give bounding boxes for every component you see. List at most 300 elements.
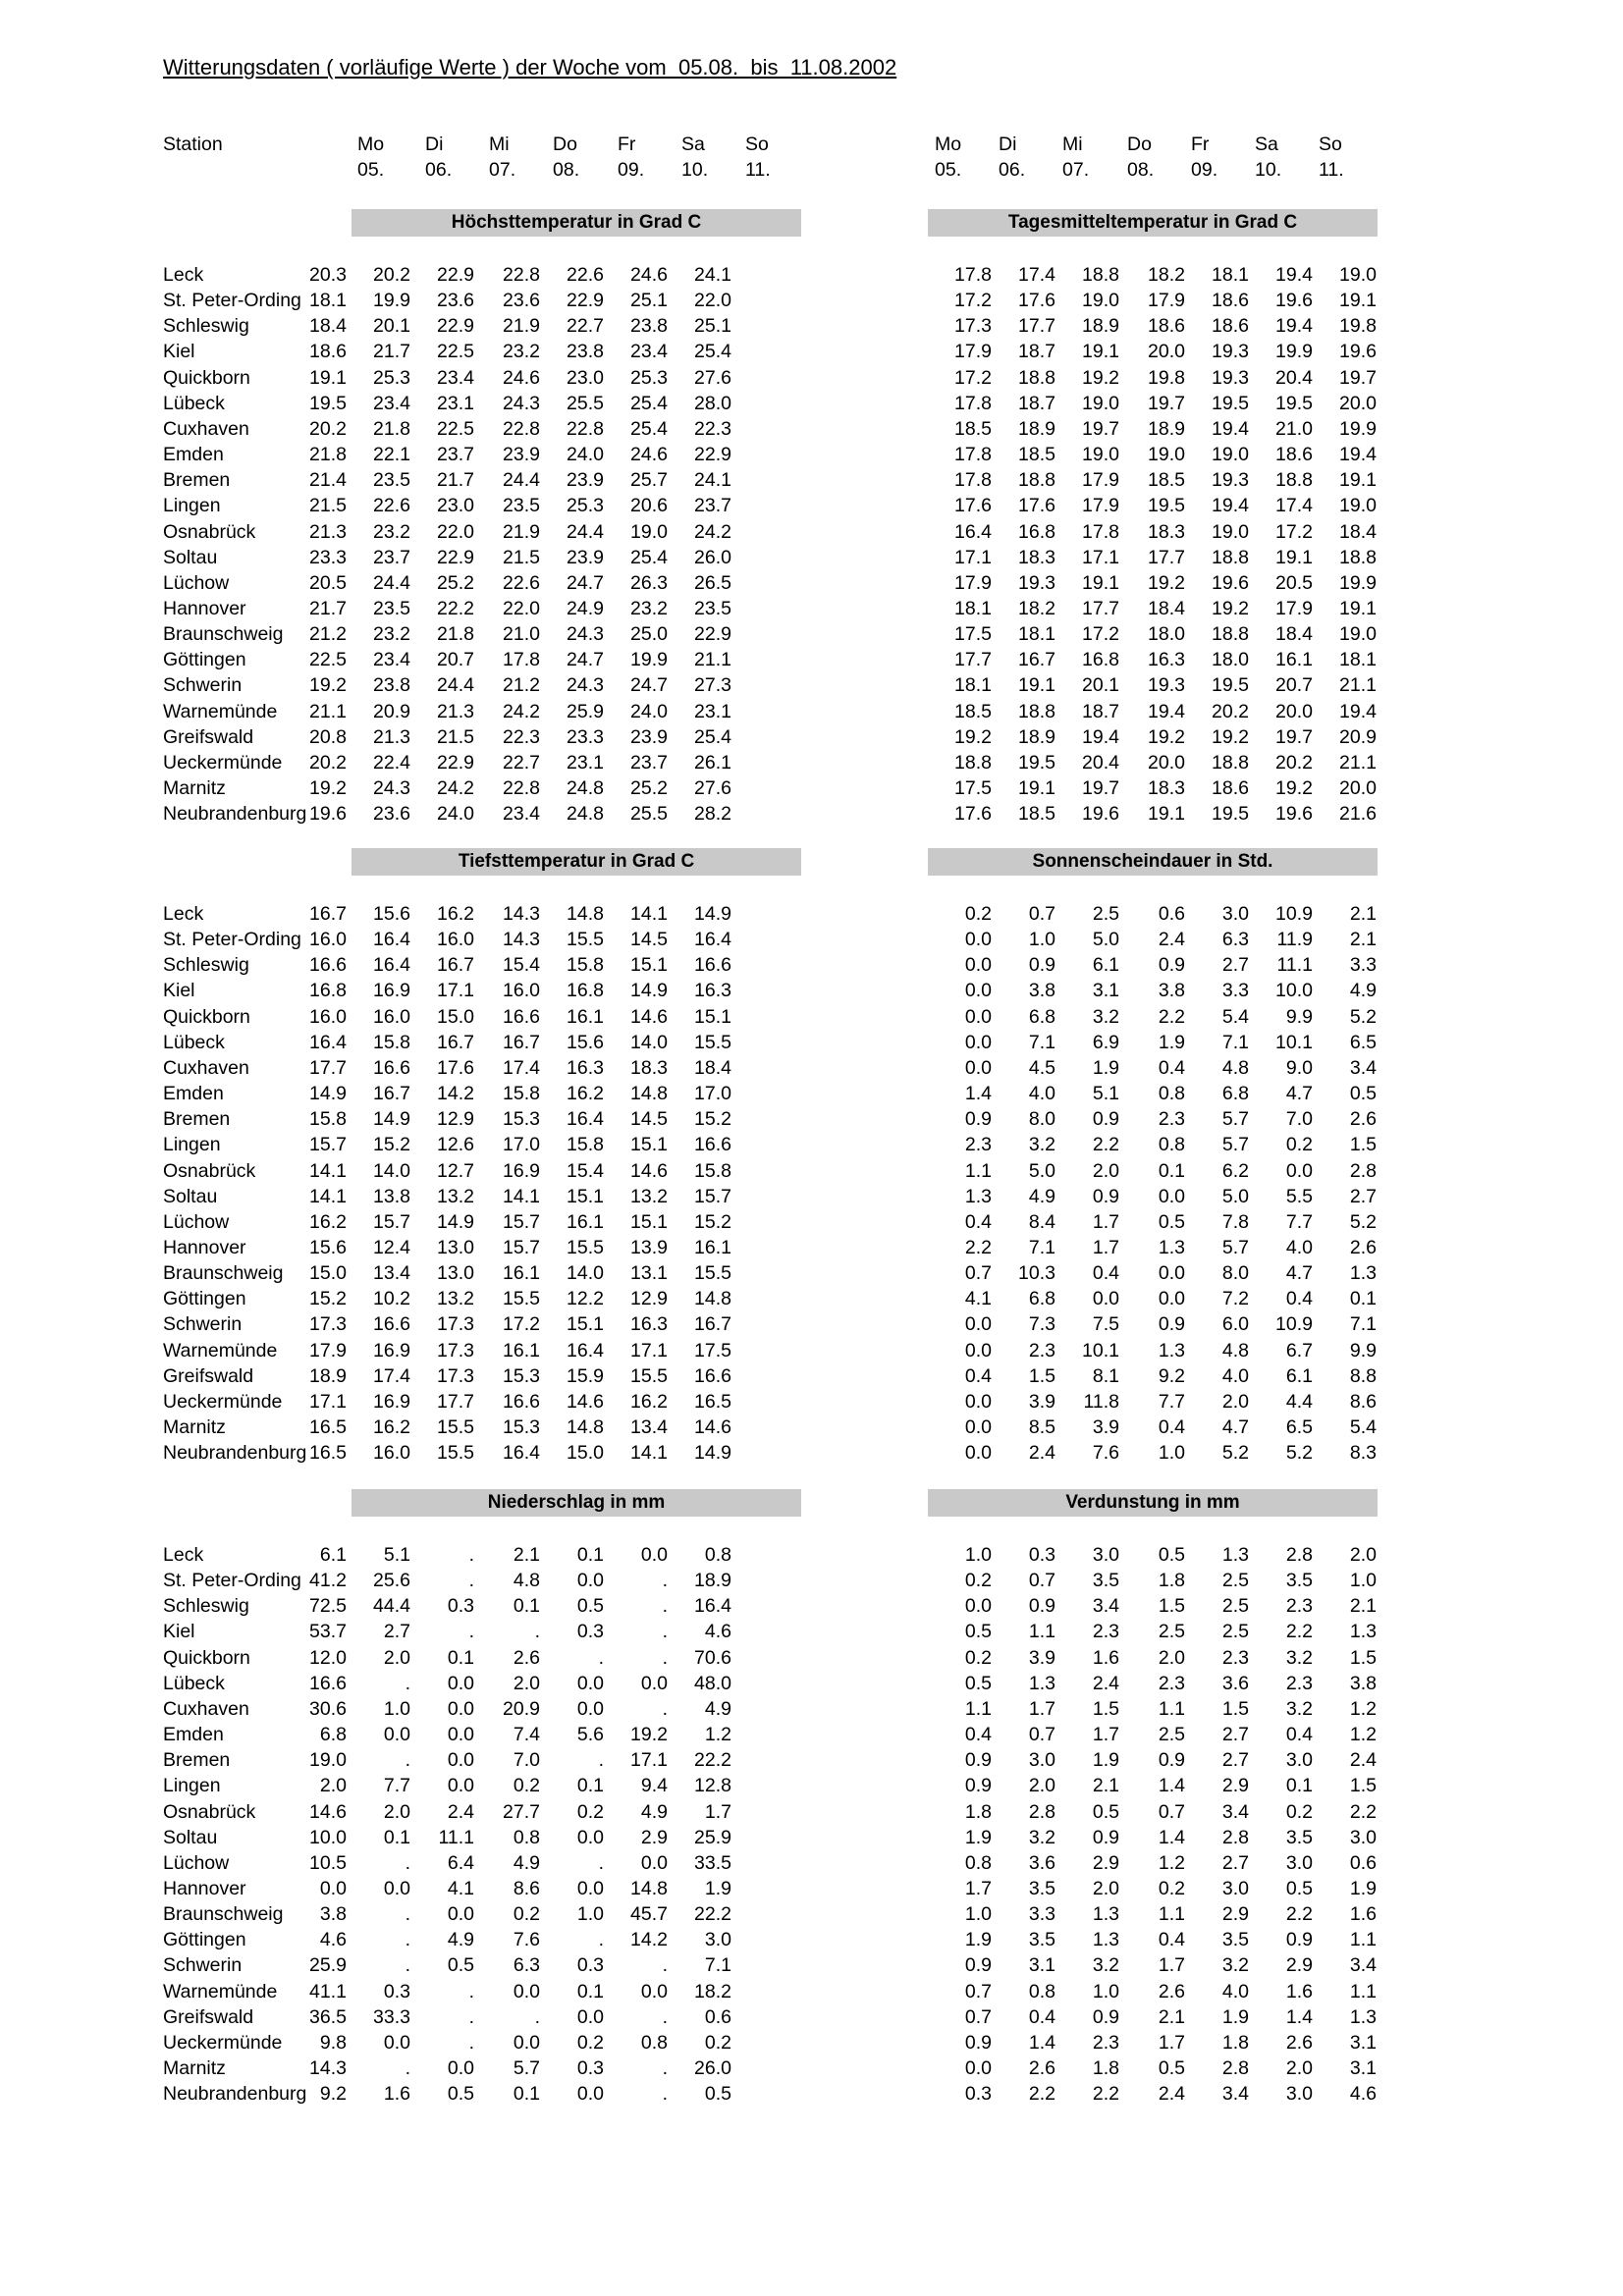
value-cell: 0.8	[640, 2031, 668, 2054]
value-cell: 2.6	[1285, 2031, 1313, 2054]
value-cell: 6.7	[1285, 1339, 1313, 1362]
value-cell: 19.5	[309, 392, 347, 414]
table-row	[0, 1542, 1623, 1568]
value-cell: 0.0	[640, 1851, 668, 1874]
value-cell: 3.2	[1092, 1954, 1119, 1977]
value-cell: 4.1	[964, 1288, 992, 1310]
value-cell: 19.5	[1148, 495, 1185, 517]
table-row	[0, 1030, 1623, 1055]
value-cell: 2.3	[1221, 1646, 1249, 1669]
value-cell: 25.4	[630, 417, 668, 440]
value-cell: 2.7	[383, 1621, 410, 1643]
value-cell: 2.0	[383, 1800, 410, 1823]
value-cell: .	[468, 1570, 474, 1592]
value-cell: 53.7	[309, 1621, 347, 1643]
value-cell: 6.1	[1092, 954, 1119, 977]
value-cell: 0.2	[513, 1775, 540, 1797]
date-header-right: 09.	[1191, 159, 1218, 181]
value-cell: 2.7	[1221, 1749, 1249, 1772]
value-cell: 22.6	[567, 264, 604, 286]
value-cell: 21.5	[437, 725, 474, 748]
value-cell: 16.4	[694, 1595, 731, 1618]
value-cell: 15.3	[503, 1364, 540, 1387]
value-cell: 1.5	[1349, 1775, 1377, 1797]
value-cell: 15.3	[503, 1416, 540, 1438]
value-cell: 3.8	[319, 1903, 347, 1926]
table-row	[0, 1004, 1623, 1030]
value-cell: 13.4	[373, 1262, 410, 1285]
value-cell: 21.3	[309, 520, 347, 543]
value-cell: 17.1	[437, 980, 474, 1002]
value-cell: 0.3	[576, 1954, 604, 1977]
value-cell: 0.9	[964, 1954, 992, 1977]
station-name: Emden	[163, 1724, 224, 1746]
value-cell: 2.0	[383, 1646, 410, 1669]
value-cell: 1.6	[383, 2083, 410, 2106]
value-cell: 0.0	[1158, 1262, 1185, 1285]
station-name: St. Peter-Ording	[163, 1570, 301, 1592]
value-cell: 20.5	[1275, 571, 1313, 594]
value-cell: 14.0	[373, 1159, 410, 1182]
value-cell: 0.0	[383, 2031, 410, 2054]
value-cell: 0.0	[964, 1595, 992, 1618]
value-cell: 16.0	[309, 929, 347, 951]
day-header-left: Mo	[357, 133, 385, 155]
value-cell: .	[534, 1621, 540, 1643]
value-cell: 6.8	[1028, 1288, 1055, 1310]
value-cell: 4.9	[447, 1929, 474, 1951]
value-cell: 14.8	[567, 1416, 604, 1438]
value-cell: 3.2	[1028, 1826, 1055, 1848]
table-row	[0, 1876, 1623, 1901]
value-cell: 0.0	[447, 1749, 474, 1772]
value-cell: 1.5	[1158, 1595, 1185, 1618]
value-cell: 26.5	[694, 571, 731, 594]
value-cell: 1.8	[1158, 1570, 1185, 1592]
value-cell: 2.2	[1028, 2083, 1055, 2106]
value-cell: 14.1	[503, 1185, 540, 1207]
value-cell: 22.0	[503, 597, 540, 619]
value-cell: 1.0	[1092, 1980, 1119, 2002]
value-cell: 20.3	[309, 264, 347, 286]
value-cell: 3.0	[1221, 903, 1249, 925]
value-cell: 19.4	[1339, 700, 1377, 722]
value-cell: 20.4	[1082, 751, 1119, 774]
value-cell: 45.7	[630, 1903, 668, 1926]
value-cell: 5.2	[1349, 1005, 1377, 1028]
value-cell: 0.0	[640, 1672, 668, 1694]
value-cell: 1.9	[964, 1929, 992, 1951]
station-name: Marnitz	[163, 777, 226, 799]
value-cell: 0.1	[576, 1544, 604, 1566]
value-cell: 4.0	[1221, 1364, 1249, 1387]
value-cell: 0.0	[513, 1980, 540, 2002]
value-cell: 14.6	[309, 1800, 347, 1823]
value-cell: 15.3	[503, 1108, 540, 1131]
page-title: Witterungsdaten ( vorläufige Werte ) der Woche vom 05.08. bis 11.08.2002	[163, 55, 897, 80]
value-cell: 19.5	[1275, 392, 1313, 414]
station-name: Neubrandenburg	[163, 2083, 307, 2106]
date-header-left: 10.	[681, 159, 709, 181]
value-cell: 25.9	[309, 1954, 347, 1977]
value-cell: 23.1	[567, 751, 604, 774]
value-cell: 23.8	[567, 341, 604, 363]
value-cell: 2.5	[1221, 1621, 1249, 1643]
value-cell: 1.3	[1221, 1544, 1249, 1566]
station-name: Hannover	[163, 597, 246, 619]
value-cell: .	[662, 1954, 668, 1977]
value-cell: 0.6	[1349, 1851, 1377, 1874]
value-cell: 1.4	[1285, 2005, 1313, 2028]
value-cell: 12.2	[567, 1288, 604, 1310]
value-cell: 10.1	[1082, 1339, 1119, 1362]
value-cell: 11.1	[438, 1826, 474, 1848]
value-cell: 11.1	[1276, 954, 1313, 977]
value-cell: 19.9	[630, 649, 668, 671]
value-cell: 23.4	[373, 649, 410, 671]
value-cell: 18.8	[1018, 366, 1055, 389]
value-cell: 22.2	[437, 597, 474, 619]
value-cell: 0.1	[576, 1980, 604, 2002]
value-cell: 0.0	[964, 1339, 992, 1362]
value-cell: 17.6	[1018, 290, 1055, 312]
value-cell: 3.0	[1349, 1826, 1377, 1848]
value-cell: 6.1	[1285, 1364, 1313, 1387]
value-cell: 2.3	[1028, 1339, 1055, 1362]
value-cell: 0.5	[1349, 1083, 1377, 1105]
value-cell: 0.2	[1285, 1134, 1313, 1156]
value-cell: 19.7	[1082, 777, 1119, 799]
station-name: Lingen	[163, 1775, 221, 1797]
value-cell: 0.0	[576, 1826, 604, 1848]
value-cell: 23.4	[630, 341, 668, 363]
value-cell: 15.7	[309, 1134, 347, 1156]
value-cell: 1.0	[383, 1697, 410, 1720]
value-cell: 0.4	[1285, 1724, 1313, 1746]
value-cell: 21.9	[503, 520, 540, 543]
value-cell: 0.9	[1285, 1929, 1313, 1951]
value-cell: 15.0	[437, 1005, 474, 1028]
value-cell: 0.9	[1158, 954, 1185, 977]
value-cell: 0.0	[447, 1724, 474, 1746]
station-name: Göttingen	[163, 1929, 246, 1951]
value-cell: 3.5	[1028, 1929, 1055, 1951]
value-cell: 0.0	[447, 1697, 474, 1720]
value-cell: 14.1	[630, 1442, 668, 1465]
value-cell: 0.5	[1285, 1877, 1313, 1899]
table-row	[0, 596, 1623, 621]
table-row	[0, 2004, 1623, 2030]
station-name: Warnemünde	[163, 700, 278, 722]
value-cell: 15.4	[567, 1159, 604, 1182]
value-cell: 3.5	[1285, 1570, 1313, 1592]
value-cell: 0.0	[447, 1903, 474, 1926]
value-cell: 14.8	[567, 903, 604, 925]
table-row	[0, 442, 1623, 467]
value-cell: 14.9	[694, 1442, 731, 1465]
value-cell: 28.0	[694, 392, 731, 414]
date-header-right: 11.	[1319, 159, 1344, 181]
value-cell: 4.8	[1221, 1056, 1249, 1079]
value-cell: 15.5	[694, 1262, 731, 1285]
value-cell: 15.2	[309, 1288, 347, 1310]
value-cell: 18.1	[954, 597, 992, 619]
value-cell: 0.7	[1028, 1570, 1055, 1592]
value-cell: 10.3	[1018, 1262, 1055, 1285]
value-cell: 20.9	[503, 1697, 540, 1720]
value-cell: .	[662, 1570, 668, 1592]
value-cell: 2.0	[1221, 1390, 1249, 1413]
value-cell: 21.8	[373, 417, 410, 440]
value-cell: 14.8	[694, 1288, 731, 1310]
value-cell: 21.1	[694, 649, 731, 671]
station-name: Marnitz	[163, 1416, 226, 1438]
value-cell: 5.2	[1349, 1210, 1377, 1233]
value-cell: 2.3	[1285, 1672, 1313, 1694]
value-cell: 19.6	[1212, 571, 1249, 594]
value-cell: 12.7	[437, 1159, 474, 1182]
value-cell: 3.4	[1221, 2083, 1249, 2106]
value-cell: 15.2	[373, 1134, 410, 1156]
value-cell: 1.0	[964, 1544, 992, 1566]
value-cell: 12.9	[437, 1108, 474, 1131]
value-cell: 17.2	[1275, 520, 1313, 543]
value-cell: 0.4	[1158, 1416, 1185, 1438]
value-cell: 0.0	[383, 1724, 410, 1746]
value-cell: 0.5	[1158, 2057, 1185, 2079]
value-cell: 24.7	[567, 649, 604, 671]
value-cell: 23.9	[567, 546, 604, 568]
station-name: Osnabrück	[163, 1159, 256, 1182]
value-cell: 21.1	[309, 700, 347, 722]
value-cell: 18.8	[1275, 469, 1313, 492]
value-cell: 27.6	[694, 366, 731, 389]
table-row	[0, 1747, 1623, 1773]
value-cell: 16.8	[567, 980, 604, 1002]
station-name: Soltau	[163, 1185, 218, 1207]
value-cell: 25.4	[630, 392, 668, 414]
value-cell: 0.0	[964, 929, 992, 951]
value-cell: 23.4	[437, 366, 474, 389]
value-cell: 0.5	[576, 1595, 604, 1618]
value-cell: 13.8	[373, 1185, 410, 1207]
value-cell: 7.1	[1028, 1236, 1055, 1258]
value-cell: 0.7	[1028, 1724, 1055, 1746]
value-cell: 18.5	[1018, 803, 1055, 826]
value-cell: 12.8	[694, 1775, 731, 1797]
value-cell: 5.0	[1028, 1159, 1055, 1182]
value-cell: 4.0	[1028, 1083, 1055, 1105]
value-cell: 19.9	[1275, 341, 1313, 363]
value-cell: 15.9	[567, 1364, 604, 1387]
table-row	[0, 1235, 1623, 1260]
value-cell: 15.0	[567, 1442, 604, 1465]
value-cell: 22.7	[503, 751, 540, 774]
value-cell: 4.0	[1285, 1236, 1313, 1258]
value-cell: 17.1	[630, 1339, 668, 1362]
value-cell: 2.5	[1221, 1595, 1249, 1618]
value-cell: 24.7	[630, 674, 668, 697]
value-cell: 0.1	[1285, 1775, 1313, 1797]
value-cell: 0.5	[447, 2083, 474, 2106]
value-cell: 14.6	[630, 1005, 668, 1028]
value-cell: 21.8	[437, 623, 474, 646]
value-cell: 17.5	[954, 777, 992, 799]
value-cell: 1.2	[1349, 1697, 1377, 1720]
value-cell: 17.8	[503, 649, 540, 671]
value-cell: 2.9	[1285, 1954, 1313, 1977]
value-cell: 0.4	[1092, 1262, 1119, 1285]
value-cell: 18.7	[1018, 341, 1055, 363]
value-cell: 20.0	[1339, 392, 1377, 414]
value-cell: 17.3	[437, 1339, 474, 1362]
station-name: Osnabrück	[163, 1800, 256, 1823]
value-cell: 3.1	[1092, 980, 1119, 1002]
value-cell: 1.3	[1092, 1929, 1119, 1951]
value-cell: 0.5	[964, 1672, 992, 1694]
table-row	[0, 1209, 1623, 1235]
value-cell: 22.2	[694, 1749, 731, 1772]
value-cell: 18.3	[1148, 520, 1185, 543]
value-cell: 18.8	[1082, 264, 1119, 286]
value-cell: 14.6	[567, 1390, 604, 1413]
table-row	[0, 570, 1623, 596]
value-cell: 16.5	[694, 1390, 731, 1413]
value-cell: 21.1	[1339, 674, 1377, 697]
value-cell: 18.5	[1148, 469, 1185, 492]
value-cell: 0.0	[1158, 1288, 1185, 1310]
value-cell: 3.0	[704, 1929, 731, 1951]
value-cell: 14.1	[309, 1185, 347, 1207]
value-cell: 16.7	[437, 954, 474, 977]
value-cell: 23.6	[437, 290, 474, 312]
value-cell: 10.2	[373, 1288, 410, 1310]
value-cell: 4.1	[447, 1877, 474, 1899]
value-cell: 4.9	[513, 1851, 540, 1874]
value-cell: 16.8	[309, 980, 347, 1002]
day-header-left: Sa	[681, 133, 705, 155]
value-cell: 0.2	[1158, 1877, 1185, 1899]
section-title-left: Niederschlag in mm	[352, 1489, 801, 1517]
value-cell: 19.8	[1148, 366, 1185, 389]
value-cell: 5.4	[1221, 1005, 1249, 1028]
value-cell: 3.0	[1028, 1749, 1055, 1772]
value-cell: 2.3	[1158, 1672, 1185, 1694]
value-cell: 1.2	[704, 1724, 731, 1746]
value-cell: 19.4	[1212, 495, 1249, 517]
value-cell: 3.9	[1028, 1646, 1055, 1669]
value-cell: 22.4	[373, 751, 410, 774]
day-header-right: Di	[999, 133, 1017, 155]
value-cell: 3.2	[1285, 1646, 1313, 1669]
value-cell: 18.9	[1018, 417, 1055, 440]
value-cell: 22.7	[567, 315, 604, 338]
value-cell: 5.6	[576, 1724, 604, 1746]
table-row	[0, 2030, 1623, 2056]
value-cell: 0.2	[964, 1646, 992, 1669]
value-cell: 0.0	[964, 1313, 992, 1336]
value-cell: 25.0	[630, 623, 668, 646]
value-cell: 18.6	[1212, 290, 1249, 312]
table-row	[0, 313, 1623, 339]
value-cell: 15.5	[694, 1031, 731, 1053]
value-cell: 19.3	[1212, 341, 1249, 363]
value-cell: 17.8	[954, 444, 992, 466]
value-cell: 16.3	[567, 1056, 604, 1079]
value-cell: 19.1	[1339, 469, 1377, 492]
value-cell: 1.1	[1349, 1929, 1377, 1951]
value-cell: 19.5	[1018, 751, 1055, 774]
value-cell: 17.2	[954, 290, 992, 312]
value-cell: 3.1	[1028, 1954, 1055, 1977]
value-cell: 1.4	[1158, 1826, 1185, 1848]
value-cell: 19.0	[1082, 444, 1119, 466]
value-cell: 14.5	[630, 1108, 668, 1131]
value-cell: 15.8	[503, 1083, 540, 1105]
table-row	[0, 339, 1623, 364]
station-name: Greifswald	[163, 1364, 254, 1387]
value-cell: 3.4	[1221, 1800, 1249, 1823]
value-cell: 17.0	[694, 1083, 731, 1105]
station-name: Göttingen	[163, 1288, 246, 1310]
value-cell: 3.2	[1092, 1005, 1119, 1028]
value-cell: 15.8	[694, 1159, 731, 1182]
value-cell: 19.1	[1339, 290, 1377, 312]
value-cell: 6.1	[319, 1544, 347, 1566]
value-cell: 14.5	[630, 929, 668, 951]
value-cell: 0.9	[964, 2031, 992, 2054]
value-cell: 4.7	[1221, 1416, 1249, 1438]
value-cell: 22.8	[567, 417, 604, 440]
table-row	[0, 952, 1623, 978]
value-cell: 3.8	[1349, 1672, 1377, 1694]
value-cell: 1.3	[1158, 1236, 1185, 1258]
value-cell: 19.0	[1339, 623, 1377, 646]
value-cell: 1.2	[1349, 1724, 1377, 1746]
value-cell: 3.2	[1285, 1697, 1313, 1720]
value-cell: 19.9	[1339, 417, 1377, 440]
value-cell: 1.9	[1092, 1056, 1119, 1079]
value-cell: 5.1	[383, 1544, 410, 1566]
value-cell: 3.9	[1028, 1390, 1055, 1413]
value-cell: 0.9	[1028, 954, 1055, 977]
value-cell: 7.4	[513, 1724, 540, 1746]
section-title-left: Höchsttemperatur in Grad C	[352, 209, 801, 237]
value-cell: 15.5	[567, 929, 604, 951]
value-cell: 22.9	[437, 546, 474, 568]
value-cell: 15.5	[437, 1416, 474, 1438]
value-cell: 70.6	[694, 1646, 731, 1669]
value-cell: 2.0	[513, 1672, 540, 1694]
value-cell: 17.4	[373, 1364, 410, 1387]
value-cell: 0.0	[964, 1390, 992, 1413]
value-cell: 20.0	[1339, 777, 1377, 799]
value-cell: 23.7	[437, 444, 474, 466]
day-header-right: So	[1319, 133, 1342, 155]
value-cell: 7.1	[1349, 1313, 1377, 1336]
value-cell: 0.2	[513, 1903, 540, 1926]
value-cell: 0.0	[1092, 1288, 1119, 1310]
value-cell: 15.8	[309, 1108, 347, 1131]
date-header-left: 11.	[745, 159, 771, 181]
value-cell: 22.0	[437, 520, 474, 543]
value-cell: 0.0	[640, 1980, 668, 2002]
value-cell: 5.7	[513, 2057, 540, 2079]
value-cell: 19.8	[1339, 315, 1377, 338]
value-cell: 20.5	[309, 571, 347, 594]
value-cell: 18.2	[1018, 597, 1055, 619]
value-cell: 1.3	[1349, 1621, 1377, 1643]
